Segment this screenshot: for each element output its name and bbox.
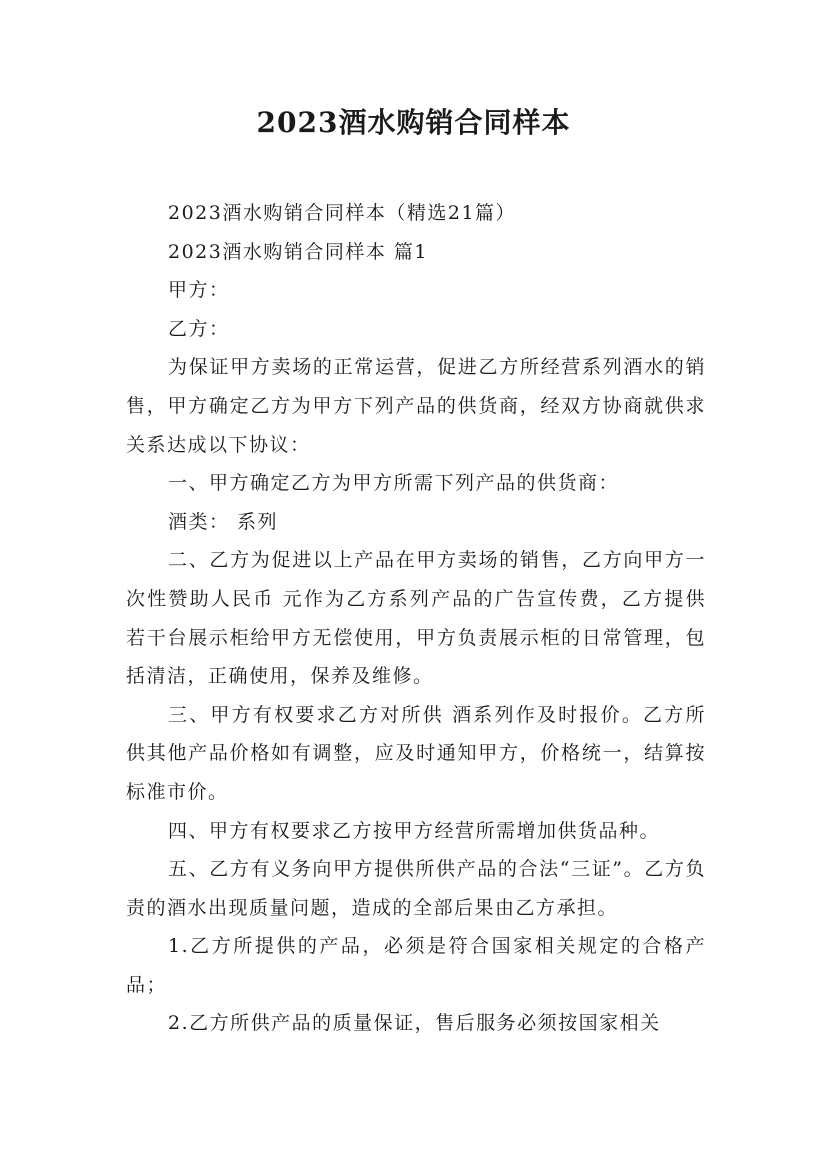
paragraph-intro: 为保证甲方卖场的正常运营，促进乙方所经营系列酒水的销售，甲方确定乙方为甲方下列产品的供货商，经双方协商就供求关系达成以下协议： (126, 356, 706, 456)
paragraph-party-a: 甲方： (168, 279, 230, 302)
paragraph-clause-1: 一、甲方确定乙方为甲方所需下列产品的供货商： (168, 472, 620, 495)
paragraph-subtitle: 2023酒水购销合同样本（精选21篇） (168, 202, 517, 224)
paragraph-clause-3: 三、甲方有权要求乙方对所供 酒系列作及时报价。乙方所供其他产品价格如有调整，应及时通知甲方，价格统一，结算按标准市价。 (126, 703, 706, 803)
paragraph-item-2: 2.乙方所供产品的质量保证，售后服务必须按国家相关 (168, 1012, 661, 1035)
paragraph-section-heading: 2023酒水购销合同样本 篇1 (168, 240, 428, 263)
paragraph-party-b: 乙方： (168, 317, 230, 340)
document-body (126, 194, 706, 1043)
paragraph-clause-4: 四、甲方有权要求乙方按甲方经营所需增加供货品种。 (168, 819, 661, 842)
paragraph-clause-5: 五、乙方有义务向甲方提供所供产品的合法“三证”。乙方负责的酒水出现质量问题，造成的全部后果由乙方承担。 (126, 858, 706, 919)
paragraph-item-1: 1.乙方所提供的产品，必须是符合国家相关规定的合格产品； (126, 935, 706, 996)
document-title: 2023酒水购销合同样本 (256, 106, 571, 139)
paragraph-clause-2: 二、乙方为促进以上产品在甲方卖场的销售，乙方向甲方一次性赞助人民币 元作为乙方系列产品的广告宣传费，乙方提供若干台展示柜给甲方无偿使用，甲方负责展示柜的日常管理，包括清洁，正确使用，保养及维修。 (126, 549, 706, 688)
paragraph-liquor-type: 酒类： 系列 (168, 510, 279, 533)
